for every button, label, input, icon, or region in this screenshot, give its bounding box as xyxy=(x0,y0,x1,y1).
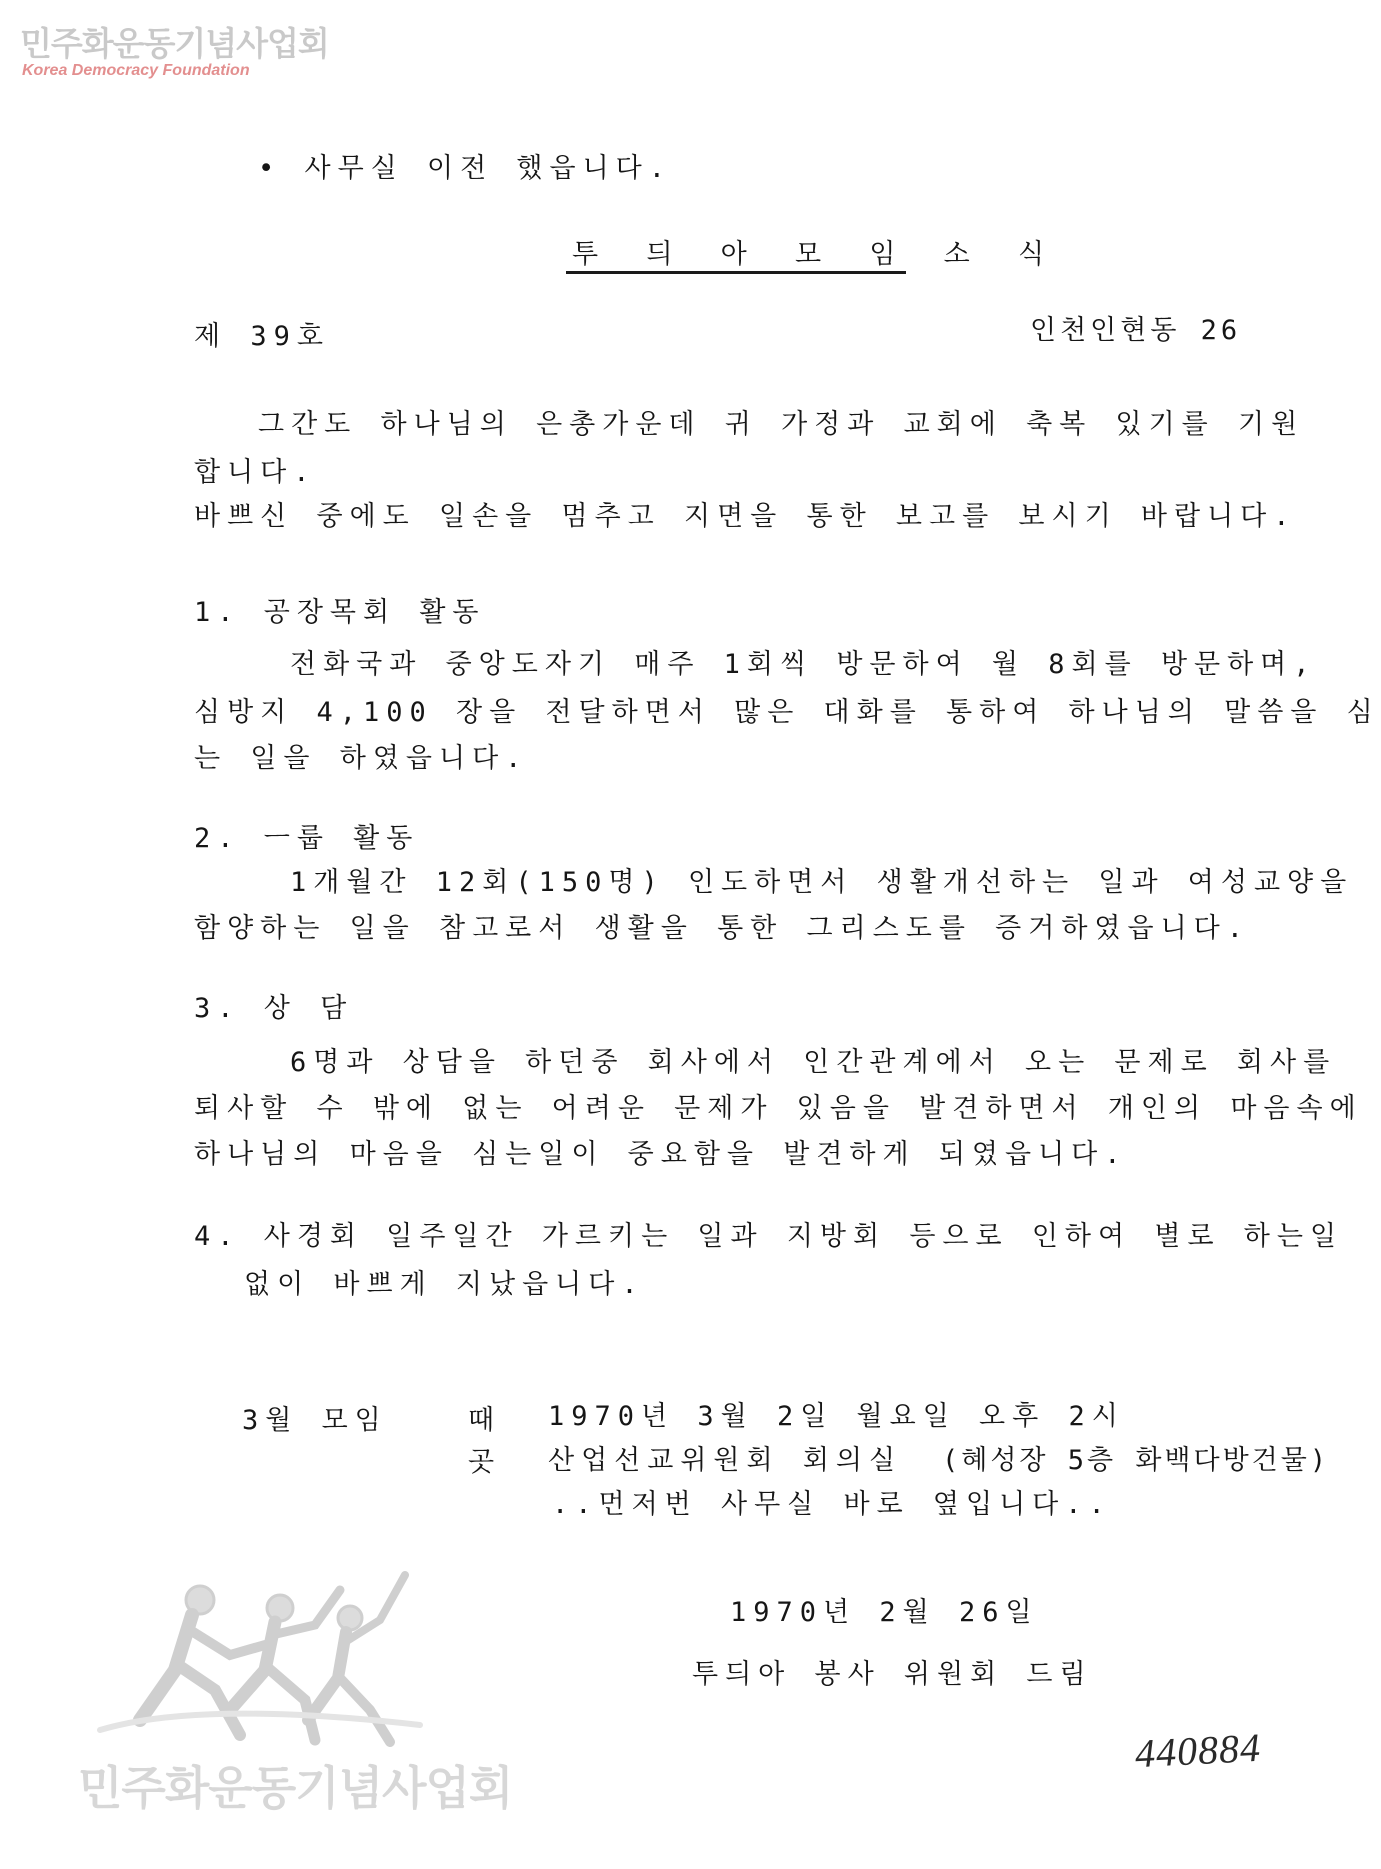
foundation-logo-figures xyxy=(80,1560,440,1750)
sender: 투듸아 봉사 위원회 드림 xyxy=(692,1659,1093,1690)
address: 인천인현동 26 xyxy=(1030,315,1242,346)
section-heading-counseling: 3. 상 담 xyxy=(194,993,354,1024)
section-heading-factory-ministry: 1. 공장목회 활동 xyxy=(194,597,486,628)
issue-number: 제 39호 xyxy=(194,321,330,352)
meeting-where-label: 곳 xyxy=(468,1447,502,1478)
greeting-line-2: 합니다. xyxy=(194,457,317,488)
section-1-line-3: 는 일을 하였읍니다. xyxy=(194,743,529,774)
section-3-line-2: 퇴사할 수 밖에 없는 어려운 문제가 있음을 발견하면서 개인의 마음속에 xyxy=(194,1093,1363,1124)
document-number: 440884 xyxy=(1133,1724,1263,1777)
section-1-line-1: 전화국과 중앙도자기 매주 1회씩 방문하여 월 8회를 방문하며, xyxy=(290,649,1317,680)
watermark-org-korean: 민주화운동기념사업회 xyxy=(20,24,329,63)
watermark-org-english: Korea Democracy Foundation xyxy=(22,62,250,79)
section-3-line-1: 6명과 상담을 하던중 회사에서 인간관계에서 오는 문제로 회사를 xyxy=(290,1047,1337,1078)
meeting-note: ..먼저번 사무실 바로 옆입니다.. xyxy=(552,1489,1112,1520)
meeting-where-note: (혜성장 5층 화백다방건물) xyxy=(942,1445,1330,1476)
newsletter-title: 투 듸 아 모 임 소 식 xyxy=(572,239,1061,270)
meeting-where: 산업선교위원회 회의실 xyxy=(548,1445,903,1476)
greeting-line-1: 그간도 하나님의 은총가운데 귀 가정과 교회에 축복 있기를 기원 xyxy=(258,409,1305,440)
section-1-line-2: 심방지 4,100 장을 전달하면서 많은 대화를 통하여 하나님의 말씀을 심 xyxy=(194,697,1380,728)
office-moved-notice: • 사무실 이전 했읍니다. xyxy=(258,153,673,184)
meeting-label: 3월 모임 xyxy=(242,1405,388,1436)
section-2-line-2: 함양하는 일을 참고로서 생활을 통한 그리스도를 증거하였읍니다. xyxy=(194,913,1251,944)
greeting-line-3: 바쁘신 중에도 일손을 멈추고 지면을 통한 보고를 보시기 바랍니다. xyxy=(194,501,1297,532)
section-heading-group-activity: 2. ㅡ룹 활동 xyxy=(194,823,420,854)
meeting-when-label: 때 xyxy=(468,1405,502,1436)
section-4-line-2: 없이 바쁘게 지났읍니다. xyxy=(244,1269,645,1300)
meeting-when: 1970년 3월 2일 월요일 오후 2시 xyxy=(548,1401,1125,1432)
watermark-org-korean-bottom: 민주화운동기념사업회 xyxy=(78,1761,513,1815)
title-underline xyxy=(566,271,906,274)
section-4-line-1: 4. 사경회 일주일간 가르키는 일과 지방회 등으로 인하여 별로 하는일 xyxy=(194,1221,1344,1252)
section-3-line-3: 하나님의 마음을 심는일이 중요함을 발견하게 되였읍니다. xyxy=(194,1139,1128,1170)
issue-date: 1970년 2월 26일 xyxy=(730,1597,1039,1628)
section-2-line-1: 1개월간 12회(150명) 인도하면서 생활개선하는 일과 여성교양을 xyxy=(290,867,1354,898)
